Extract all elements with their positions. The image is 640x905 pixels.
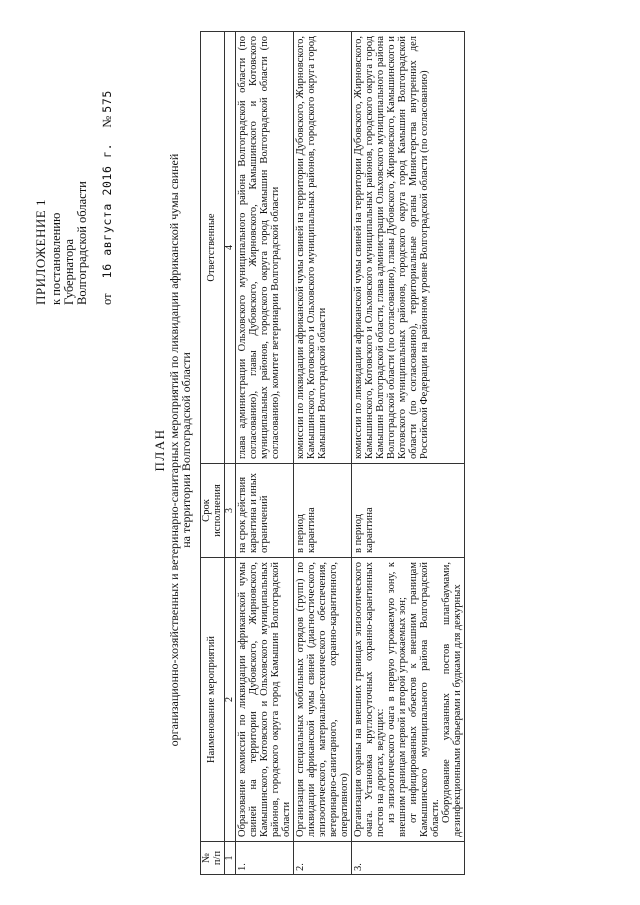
decree-date: 16 августа 2016 г.	[100, 142, 114, 279]
column-number: 3	[225, 464, 236, 558]
plan-subtitle-line: организационно-хозяйственных и ветеринарно-санитарных мероприятий по ликвидации африканской чумы свиней	[167, 153, 181, 747]
plan-title: ПЛАН	[152, 428, 167, 472]
row-measure: Образование комиссий по ликвидации африканской чумы свиней на территории Дубовского, Жирновского, Камышинского, Котовского и Ольховского муниципальных районов, городского округа город Камышин Волгоградской области	[236, 558, 294, 842]
row-number: 2.	[294, 842, 352, 875]
table-row	[352, 32, 465, 875]
date-prefix: от	[100, 293, 114, 305]
row-measure: Организация специальных мобильных отрядов (групп) по ликвидации африканской чумы свиней (диагностического, эпизоотического, материально-технического обеспечения, ветеринарно-санитарного, охранно-карантинного, оперативного)	[294, 558, 352, 842]
plan-table	[200, 31, 465, 875]
row-term: на срок действия карантина и иных ограничений	[236, 464, 294, 558]
annex-header	[34, 45, 114, 305]
plan-subtitle-line: на территории Волгоградской области	[179, 352, 193, 548]
row-term: в период карантина	[352, 464, 465, 558]
decree-number: 575	[100, 90, 114, 113]
row-term: в период карантина	[294, 464, 352, 558]
annex-line: к постановлению	[49, 212, 63, 305]
row-measure: Организация охраны на внешних границах эпизоотического очага. Установка круглосуточных охранно-карантинных постов на дорогах, ведущих: из эпизоотического очага в первую угрожаемую зону, к внешним границам первой и второй угрожаемых зон; от инфицированных объектов к внешним границам Камышинского муниципального района Волгоградской области. Оборудование указанных постов шлагбаумами, дезинфекционными барьерами и будками для дежурных	[352, 558, 465, 842]
row-number: 3.	[352, 842, 465, 875]
annex-title: ПРИЛОЖЕНИЕ 1	[33, 199, 48, 305]
table-row	[294, 32, 352, 875]
col-header-term: Срок исполнения	[201, 464, 225, 558]
row-responsible: комиссии по ликвидации африканской чумы свиней на территории Дубовского, Жирновского, Камышинского, Котовского и Ольховского муниципальных районов, городского округа город Камышин Волгоградской области	[294, 32, 352, 464]
annex-line: Губернатора	[62, 238, 76, 305]
table-row	[236, 32, 294, 875]
row-number: 1.	[236, 842, 294, 875]
plan-subtitle	[168, 75, 192, 825]
column-number: 1	[225, 842, 236, 875]
annex-line: Волгоградской области	[75, 181, 89, 305]
col-header-num: № п/п	[201, 842, 225, 875]
col-header-name: Наименование мероприятий	[201, 558, 225, 842]
decree-date-line	[101, 45, 114, 305]
table-header-row	[201, 32, 225, 875]
col-header-resp: Ответственные	[201, 32, 225, 464]
row-responsible: глава администрации Ольховского муниципального района Волгоградской области (по согласованию), главы Дубовского, Жирновского, Камышинского и Котовского муниципальных районов, городского округа город Камышин Волгоградской области (по согласованию), комитет ветеринарии Волгоградской области	[236, 32, 294, 464]
column-number: 2	[225, 558, 236, 842]
column-number-row	[225, 32, 236, 875]
column-number: 4	[225, 32, 236, 464]
number-sign: №	[100, 115, 114, 128]
row-responsible: комиссии по ликвидации африканской чумы свиней на территории Дубовского, Жирновского, Камышинского, Котовского и Ольховского муниципальных районов, городского округа город Камышин Волгоградской области, глава администрации Ольховского муниципального района Волгоградской области (по согласованию), главы Дубовского, Жирновского, Камышинского и Котовского муниципальных районов, городского округа город Камышин Волгоградской области (по согласованию), территориальные органы Министерства внутренних дел Российской Федерации на районном уровне Волгоградской области (по согласованию)	[352, 32, 465, 464]
